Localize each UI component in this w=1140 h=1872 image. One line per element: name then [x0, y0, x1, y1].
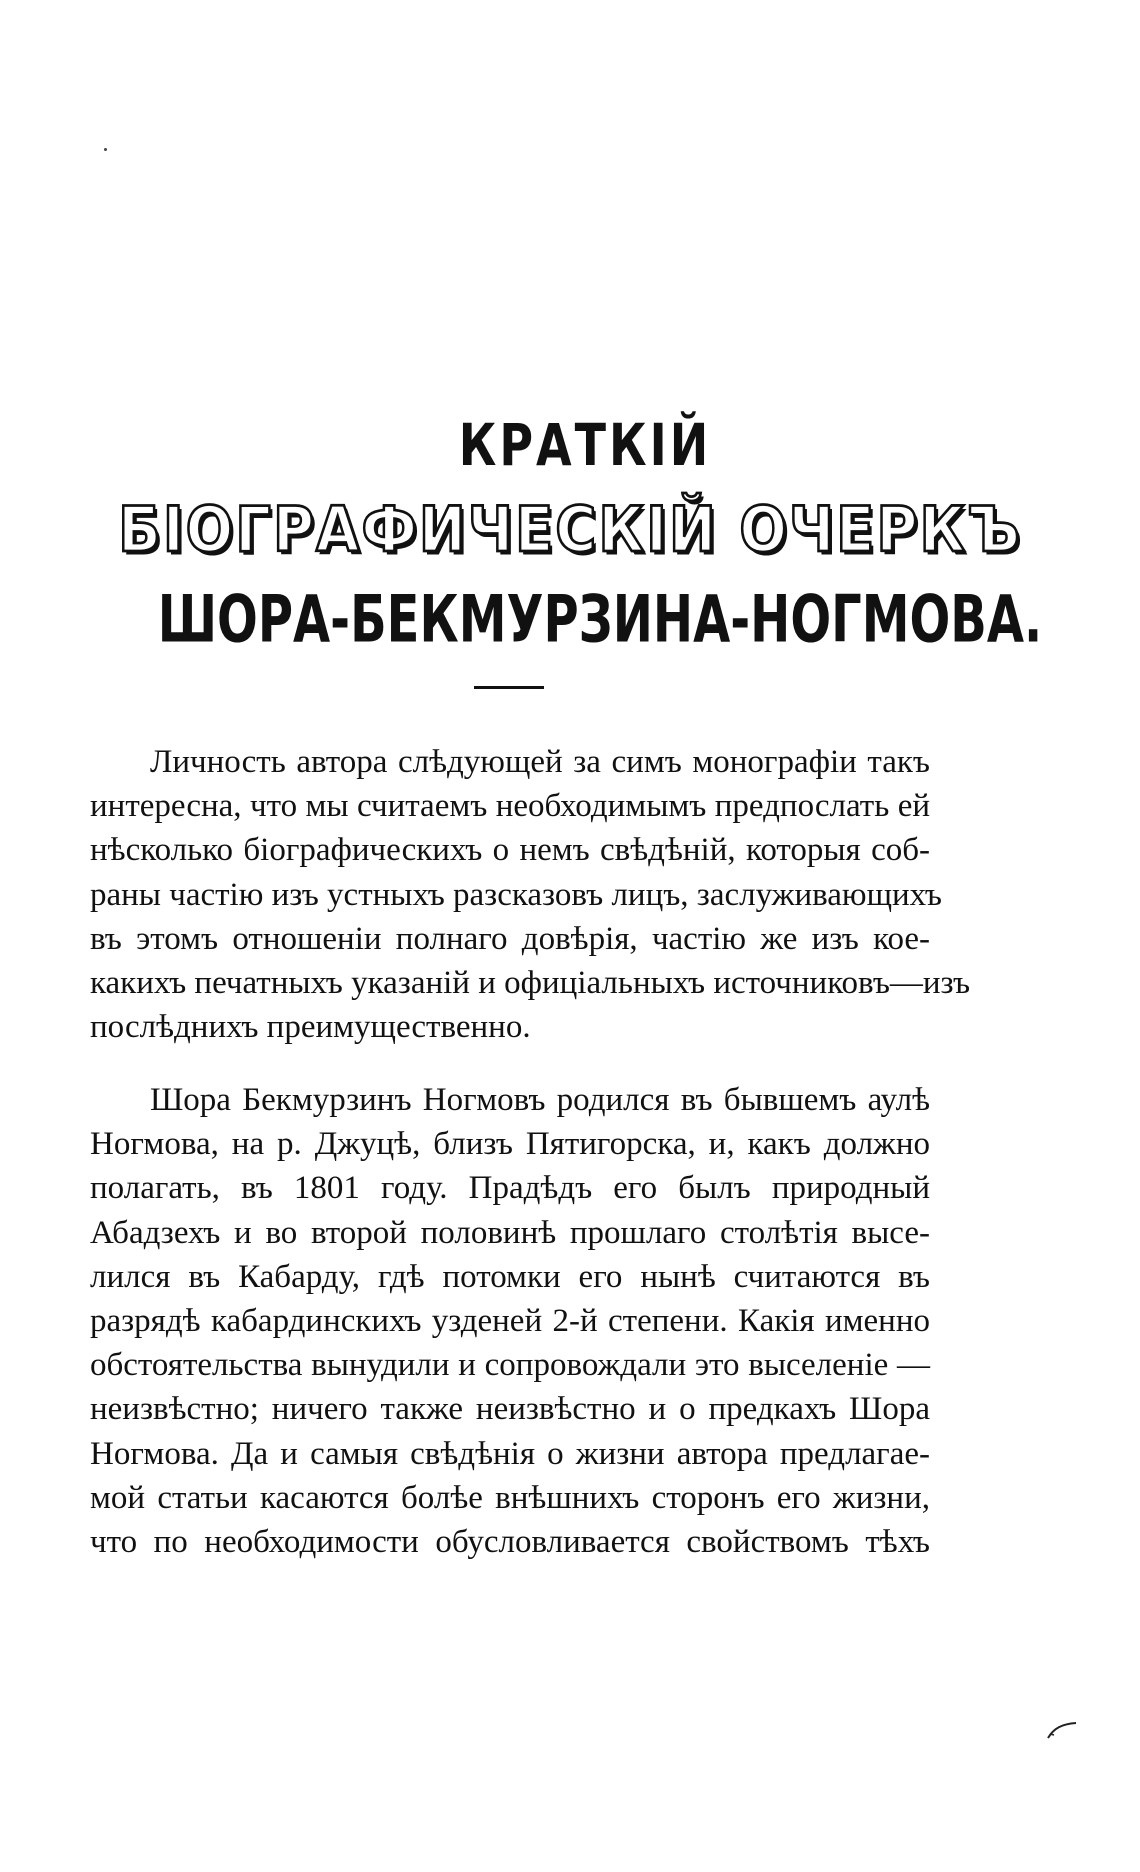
paragraph-2-line: Ногмова. Да и самыя свѣдѣнія о жизни автора предлагае-	[90, 1435, 930, 1472]
paragraph-1-line: послѣднихъ преимущественно.	[90, 1009, 531, 1046]
title-line-1: КРАТКІЙ	[458, 411, 712, 479]
paragraph-2-line: обстоятельства вынудили и сопровождали это выселеніе —	[90, 1347, 930, 1384]
paragraph-1-line: Личность автора слѣдующей за симъ монографіи такъ	[150, 744, 930, 780]
paragraph-2-line: Ногмова, на р. Джуцѣ, близъ Пятигорска, и, какъ должно	[90, 1126, 930, 1163]
paragraph-2-line: мой статьи касаются болѣе внѣшнихъ сторонъ его жизни,	[90, 1479, 930, 1516]
paragraph-2-line: лился въ Кабарду, гдѣ потомки его нынѣ считаются въ	[90, 1258, 930, 1295]
paragraph-1-line: интересна, что мы считаемъ необходимымъ предпослать ей	[90, 788, 930, 825]
paragraph-1-line: какихъ печатныхъ указаній и офиціальныхъ источниковъ—изъ	[90, 964, 971, 1001]
paragraph-2-line: что по необходимости обусловливается свойствомъ тѣхъ	[90, 1523, 930, 1560]
pencil-mark-icon	[1046, 1720, 1078, 1740]
paragraph-2-line: неизвѣстно; ничего также неизвѣстно и о предкахъ Шора	[90, 1391, 930, 1428]
paragraph-1-line: раны частію изъ устныхъ разсказовъ лицъ, заслуживающихъ	[90, 876, 942, 913]
title-line-2: БІОГРАФИЧЕСКІЙ ОЧЕРКЪ	[118, 494, 1022, 567]
print-speck	[104, 148, 107, 151]
paragraph-1	[90, 740, 971, 1049]
paragraph-2-line: Шора Бекмурзинъ Ногмовъ родился въ бывшемъ аулѣ	[150, 1082, 930, 1118]
title-line-3: ШОРА-БЕКМУРЗИНА-НОГМОВА.	[157, 582, 1043, 658]
paragraph-1-line: въ этомъ отношеніи полнаго довѣрія, частію же изъ кое-	[90, 920, 930, 957]
paragraph-2-line: полагать, въ 1801 году. Прадѣдъ его былъ природный	[90, 1170, 930, 1207]
paragraph-2-line: разрядѣ кабардинскихъ узденей 2-й степени. Какія именно	[90, 1302, 930, 1339]
paragraph-2-line: Абадзехъ и во второй половинѣ прошлаго столѣтія высе-	[90, 1214, 930, 1251]
title-divider	[474, 686, 544, 689]
paragraph-2	[90, 1078, 930, 1564]
paragraph-1-line: нѣсколько біографическихъ о немъ свѣдѣній, которыя соб-	[90, 832, 930, 869]
